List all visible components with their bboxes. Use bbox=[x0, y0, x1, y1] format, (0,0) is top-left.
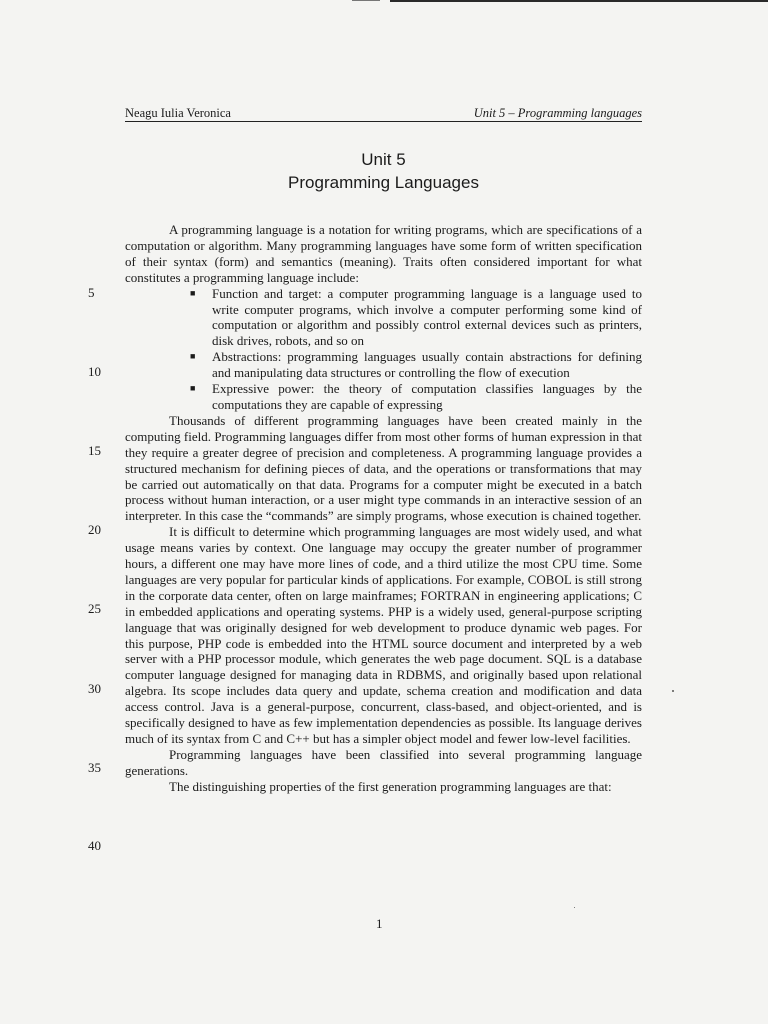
scan-speck bbox=[574, 907, 575, 908]
header-unit: Unit 5 – Programming languages bbox=[473, 106, 642, 120]
line-number: 30 bbox=[88, 681, 101, 696]
list-item bbox=[125, 381, 642, 413]
traits-list bbox=[125, 286, 642, 413]
header-rule bbox=[125, 121, 642, 122]
paragraph-1: A programming language is a notation for writing programs, which are specifications of a computation or algorithm. Many programming languages have some form of written specification of their syntax (form) and semantics (meaning). Traits often considered important for what constitutes a programming language include: bbox=[125, 222, 642, 285]
title-block bbox=[125, 148, 642, 194]
paragraph-3: It is difficult to determine which programming languages are most widely used, and what usage means varies by context. One language may occupy the greater number of programmer hours, a different one may have more lines of code, and a third utilize the most CPU time. Some languages are very popular for particular kinds of applications. For example, COBOL is still strong in the corporate data center, often on large mainframes; FORTRAN in engineering applications; C in embedded applications and operating systems. PHP is a widely used, general-purpose scripting language that was originally designed for web development to produce dynamic web pages. For this purpose, PHP code is embedded into the HTML source document and interpreted by a web server with a PHP processor module, which generates the web page document. SQL is a database computer language designed for managing data in RDBMS, and originally based upon relational algebra. Its scope includes data query and update, schema creation and modification and data access control. Java is a general-purpose, concurrent, class-based, and object-oriented, and is specifically designed to have as few implementation dependencies as possible. Its language derives much of its syntax from C and C++ but has a simpler object model and fewer low-level facilities. bbox=[125, 524, 642, 746]
list-item-text: Abstractions: programming languages usually contain abstractions for defining and manipulating data structures or controlling the flow of execution bbox=[212, 349, 642, 381]
list-item bbox=[125, 286, 642, 350]
unit-title: Unit 5 bbox=[361, 150, 406, 169]
line-number: 40 bbox=[88, 838, 101, 853]
paragraph-4: Programming languages have been classified into several programming language generations. bbox=[125, 746, 642, 778]
scan-artifact bbox=[352, 0, 380, 1]
bullet-square-icon: ■ bbox=[190, 351, 196, 362]
scan-artifact-line bbox=[390, 0, 768, 2]
list-item-text: Function and target: a computer programming language is a language used to write computer programs, which involve a computer performing some kind of computation or algorithm and possibly control external devices such as printers, disk drives, robots, and so on bbox=[212, 285, 642, 349]
page-number: 1 bbox=[376, 916, 383, 931]
list-item-text: Expressive power: the theory of computation classifies languages by the computations they are capable of expressing bbox=[212, 381, 642, 412]
scan-speck bbox=[672, 690, 674, 692]
line-number: 5 bbox=[88, 285, 95, 300]
line-number: 15 bbox=[88, 443, 101, 458]
header-author: Neagu Iulia Veronica bbox=[125, 106, 231, 120]
list-item bbox=[125, 349, 642, 381]
line-number: 35 bbox=[88, 760, 101, 775]
line-number: 25 bbox=[88, 601, 101, 616]
line-number: 20 bbox=[88, 522, 101, 537]
paragraph-2: Thousands of different programming languages have been created mainly in the computing field. Programming languages differ from most other forms of human expression in that they require a greater degree of precision and completeness. A programming language provides a structured mechanism for defining pieces of data, and the operations or transformations that may be carried out automatically on that data. Programs for a computer might be executed in a batch process without human interaction, or a user might type commands in an interactive session of an interpreter. In this case the “commands” are simply programs, whose execution is chained together. bbox=[125, 412, 642, 524]
bullet-square-icon: ■ bbox=[190, 383, 196, 394]
paragraph-5: The distinguishing properties of the first generation programming languages are that: bbox=[169, 778, 612, 794]
bullet-square-icon: ■ bbox=[190, 287, 196, 298]
line-number: 10 bbox=[88, 364, 101, 379]
chapter-title: Programming Languages bbox=[288, 173, 479, 192]
body-text bbox=[125, 222, 642, 795]
